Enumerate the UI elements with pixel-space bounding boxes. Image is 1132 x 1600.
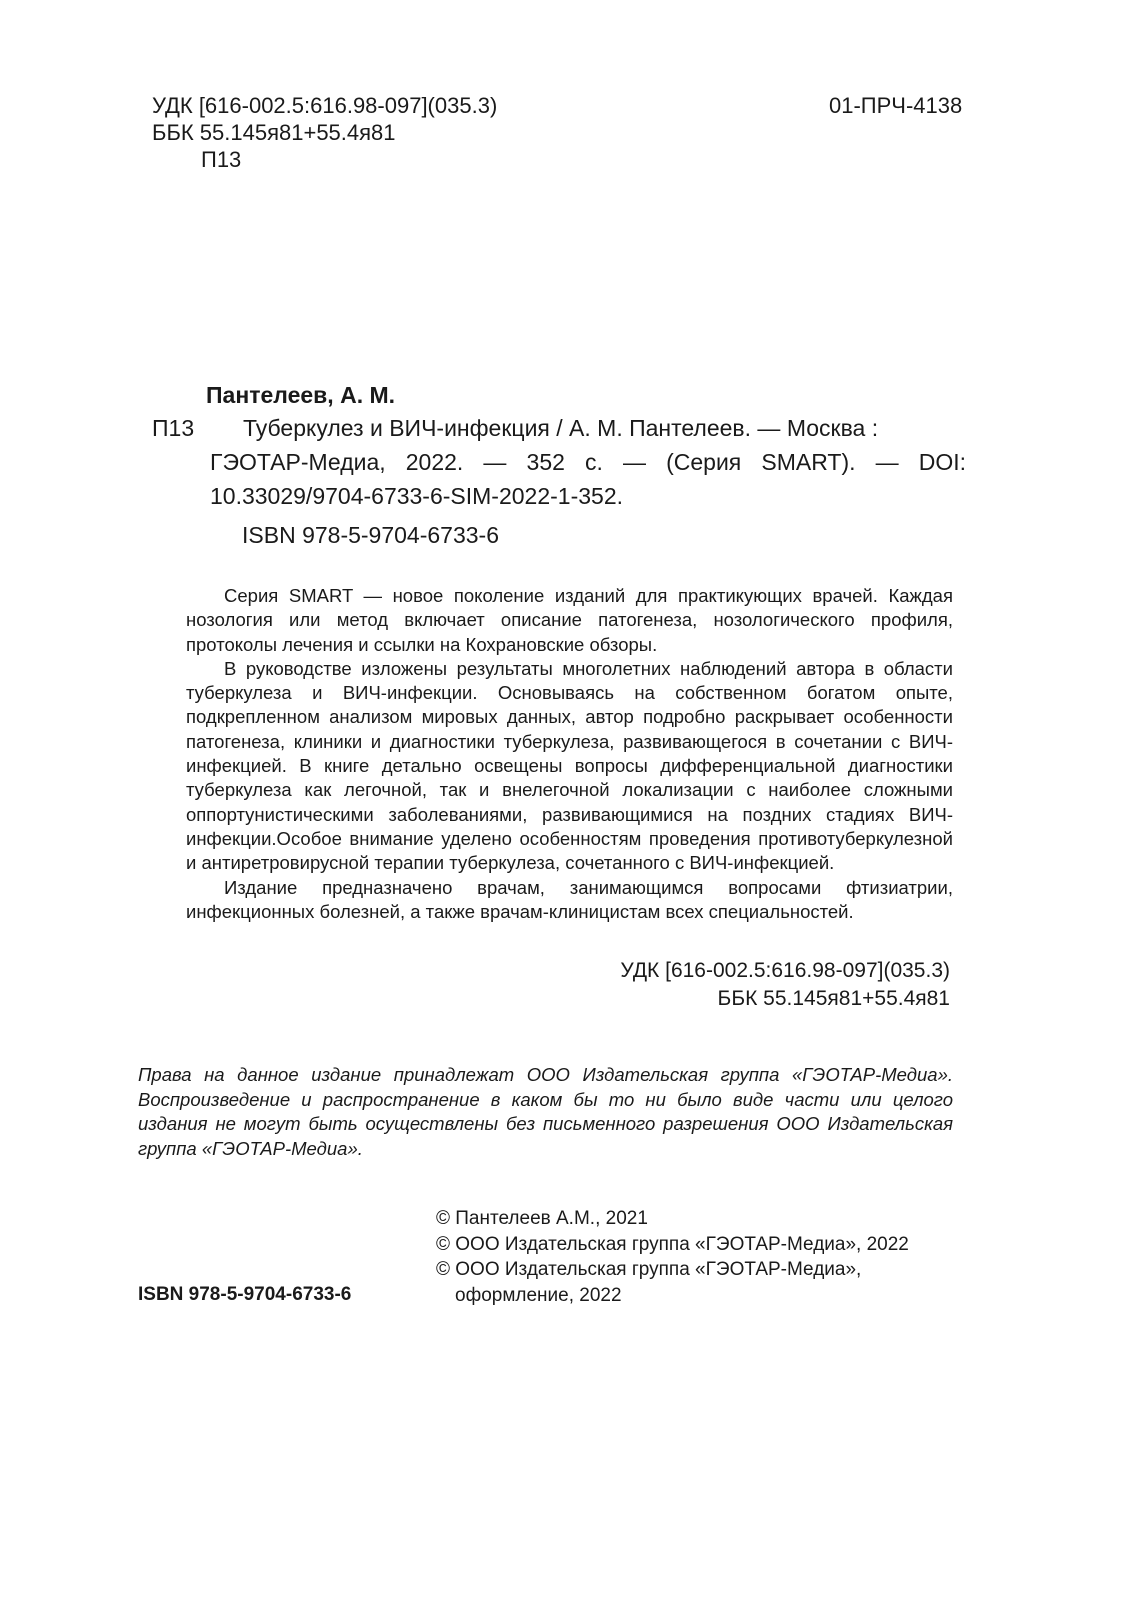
entry-mark: П13	[152, 415, 195, 441]
classification-bbk: ББК 55.145я81+55.4я81	[717, 987, 950, 1010]
entry-description	[210, 411, 966, 513]
annotation-paragraph-3: Издание предназначено врачам, занимающимся вопросами фтизиатрии, инфекционных болезней, а также врачам-клиницистам всех специальностей.	[186, 876, 953, 922]
rights-notice: Права на данное издание принадлежат ООО Издательская группа «ГЭОТАР-Медиа». Воспроизведение и распространение в каком бы то ни было виде части или целого издания не могут быть осуществлены без письменного разрешения ООО Издательская группа «ГЭОТАР-Медиа».	[138, 1064, 953, 1159]
copyright-line-3: © ООО Издательская группа «ГЭОТАР-Медиа»,	[436, 1259, 862, 1280]
header-bbk: ББК 55.145я81+55.4я81	[152, 120, 396, 145]
annotation	[186, 584, 953, 924]
copyright-line-2: © ООО Издательская группа «ГЭОТАР-Медиа», 2022	[436, 1233, 909, 1255]
header-code: 01-ПРЧ-4138	[829, 93, 963, 118]
copyright-line-4: оформление, 2022	[455, 1284, 622, 1306]
entry-title-line-3: 10.33029/9704-6733-6-SIM-2022-1-352.	[210, 483, 624, 509]
header-author-mark: П13	[201, 147, 242, 172]
copyright-line-1: © Пантелеев А.М., 2021	[436, 1208, 648, 1229]
header-udk: УДК [616-002.5:616.98-097](035.3)	[152, 93, 498, 118]
annotation-paragraph-1: Серия SMART — новое поколение изданий для практикующих врачей. Каждая нозология или метод включает описание патогенеза, нозологического профиля, протоколы лечения и ссылки на Кохрановские обзоры.	[186, 585, 953, 655]
annotation-paragraph-2: В руководстве изложены результаты многолетних наблюдений автора в области туберкулеза и ВИЧ-инфекции. Основываясь на собственном богатом опыте, подкрепленном анализом мировых данных, автор подробно раскрывает особенности патогенеза, клиники и диагностики туберкулеза, развивающегося в сочетании с ВИЧ-инфекцией. В книге детально освещены вопросы дифференциальной диагностики туберкулеза как легочной, так и внелегочной локализации с наиболее сложными оппортунистическими заболеваниями, развивающимися на поздних стадиях ВИЧ-инфекции.Особое внимание уделено особенностям проведения противотуберкулезной и антиретровирусной терапии туберкулеза, сочетанного с ВИЧ-инфекцией.	[186, 657, 953, 874]
entry-title-line-2: ГЭОТАР-Медиа, 2022. — 352 с. — (Серия SMART). — DOI:	[210, 449, 966, 475]
entry-title-line-1: Туберкулез и ВИЧ-инфекция / А. М. Пантелеев. — Москва :	[243, 415, 879, 441]
entry-isbn: ISBN 978-5-9704-6733-6	[242, 522, 499, 548]
copyright-block	[436, 1206, 909, 1308]
classification-udk: УДК [616-002.5:616.98-097](035.3)	[620, 959, 950, 982]
isbn-bottom: ISBN 978-5-9704-6733-6	[138, 1284, 352, 1305]
entry-author: Пантелеев, А. М.	[206, 382, 396, 408]
